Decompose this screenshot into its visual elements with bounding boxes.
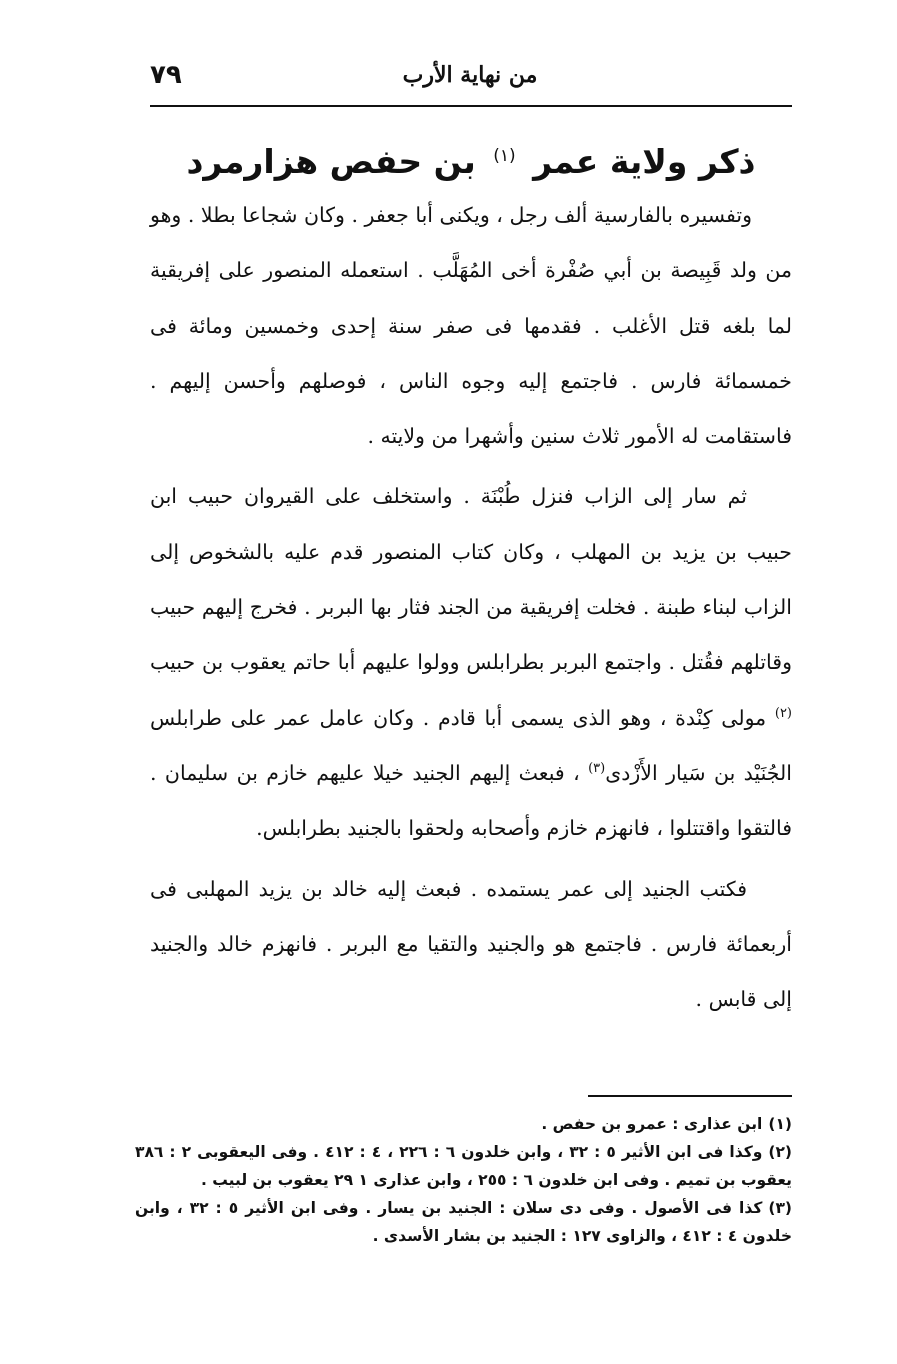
footnote-3 [135,1194,792,1250]
footnote-ref-3: (٣) [588,761,606,777]
footnote-number: (١) [768,1115,792,1133]
footnote-text: ابن عذارى : عمرو بن حفص . [541,1115,763,1133]
header-rule [150,105,792,107]
footnote-ref-2: (٢) [774,705,792,721]
paragraph-2-part-3: ، فبعث إليهم الجنيد خيلا عليهم خازم بن سليمان . فالتقوا واقتتلوا ، فانهزم خازم وأصحابه ولحقوا بالجنيد بطرابلس. [150,760,792,841]
paragraph-2-part-2: مولى كِنْدة ، وهو الذى يسمى أبا قادم . وكان عامل عمر على طرابلس الجُنَيْد بن سَيار الأَزْدى [150,705,792,785]
section-title-rest: بن حفص هزارمرد [186,142,476,181]
page-number: ٧٩ [150,60,182,90]
footnote-1 [135,1110,792,1138]
footnote-text: كذا فى الأصول . وفى دى سلان : الجنيد بن يسار . وفى ابن الأثير ٥ : ٣٢ ، وابن خلدون ٤ : ٤١٢ ، والزاوى ١٢٧ : الجنيد بن بشار الأسدى . [135,1199,792,1245]
running-title: من نهاية الأرب [402,62,538,88]
paragraph-1: وتفسيره بالفارسية ألف رجل ، ويكنى أبا جعفر . وكان شجاعا بطلا . وهو من ولد قَبِيصة بن أبي صُفْرة أخى المُهَلَّب . استعمله المنصور على إفريقية لما بلغه قتل الأغلب . فقدمها فى صفر سنة إحدى وخمسين ومائة فى خمسمائة فارس . فاجتمع إليه وجوه الناس ، فوصلهم وأحسن إليهم . فاستقامت له الأمور ثلاث سنين وأشهرا من ولايته . [150,203,792,449]
footnote-ref-1: (١) [493,146,516,166]
paragraph-2-part-1: ثم سار إلى الزاب فنزل طُبْنَة . واستخلف على القيروان حبيب ابن حبيب بن يزيد بن المهلب ، وكان كتاب المنصور قدم عليه بالشخوص إلى الزاب لبناء طبنة . فخلت إفريقية من الجند فثار بها البربر . فخرج إليهم حبيب وقاتلهم فقُتل . واجتمع البربر بطرابلس وولوا عليهم أبا حاتم يعقوب بن حبيب [150,484,792,675]
footnotes [135,1110,792,1250]
paragraph-2 [150,469,792,856]
footnote-rule [588,1095,792,1097]
body-text [150,188,792,1032]
footnote-text: وكذا فى ابن الأثير ٥ : ٣٢ ، وابن خلدون ٦ : ٢٢٦ ، ٤ : ٤١٢ . وفى اليعقوبى ٢ : ٣٨٦ يعقوب بن تميم . وفى ابن خلدون ٦ : ٢٥٥ ، وابن عذارى ١ ٢٩ يعقوب بن لبيب . [135,1143,792,1189]
footnote-2 [135,1138,792,1194]
section-title [150,128,792,190]
section-title-main: ذكر ولاية عمر [533,142,756,181]
footnote-number: (٣) [768,1199,792,1217]
footnote-number: (٢) [768,1143,792,1161]
running-header [150,58,790,98]
paragraph-3: فكتب الجنيد إلى عمر يستمده . فبعث إليه خالد بن يزيد المهلبى فى أربعمائة فارس . فاجتمع هو والجنيد والتقيا مع البربر . فانهزم خالد والجنيد إلى قابس . [150,876,792,1012]
